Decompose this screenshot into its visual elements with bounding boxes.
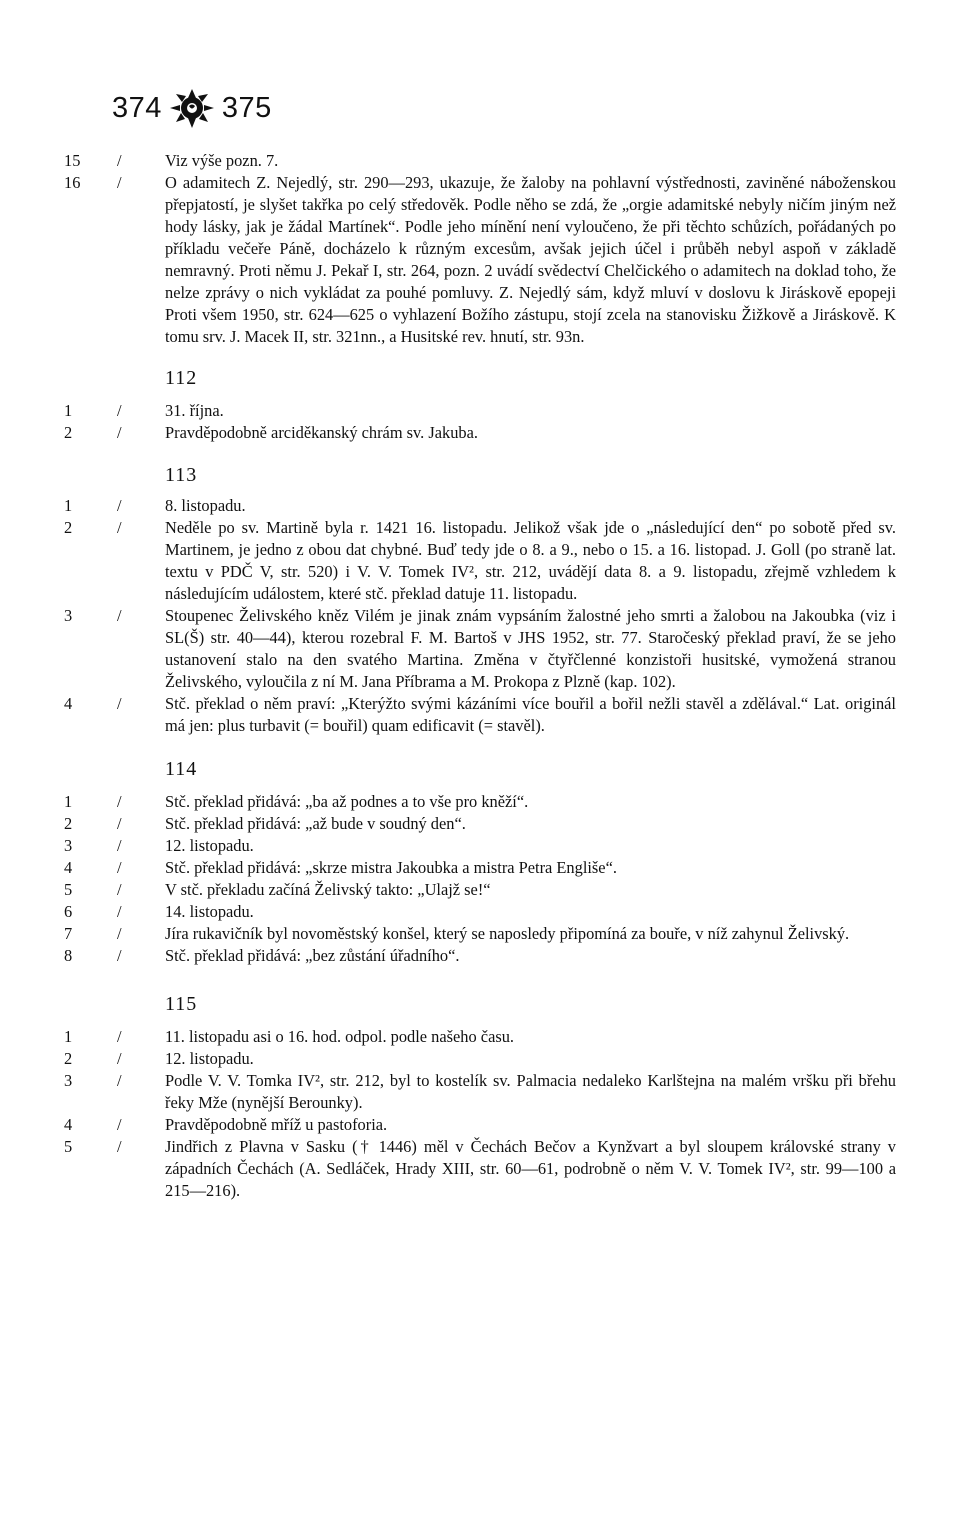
note-text: Stoupenec Želivského kněz Vilém je jinak znám vypsáním žalostné jeho smrti a žalobou na Jakoubka (viz i SL(Š) str. 40—44), kterou rozebral F. M. Bartoš v JHS 1952, str. 77. Staročeský překlad praví, že se jeho ustanovení stalo na den svatého Martina. Změna v čtyřčlenné konzistoři husitské, vymožená stranou Želivského, vyloučila z ní M. Jana Příbrama a M. Prokopa z Plzně (kap. 102). — [165, 606, 896, 691]
note-text: 12. listopadu. — [165, 836, 254, 855]
note-separator: / — [117, 902, 122, 921]
note-number: 3 — [64, 606, 73, 625]
note-text: Pravděpodobně mříž u pastoforia. — [165, 1115, 388, 1134]
note-item — [0, 172, 960, 348]
note-separator: / — [117, 1049, 122, 1068]
note-item — [0, 791, 960, 813]
note-number: 3 — [64, 1071, 73, 1090]
note-number: 5 — [64, 880, 73, 899]
note-item — [0, 945, 960, 967]
note-text: Stč. překlad o něm praví: „Kterýžto svými kázáními více bouřil a bořil nežli stavěl a zdělával.“ Lat. originál má jen: plus turbavit (= bouřil) quam edificavit (= stavěl). — [165, 694, 896, 735]
note-item — [0, 1026, 960, 1048]
note-separator: / — [117, 836, 122, 855]
note-item — [0, 150, 960, 172]
note-item — [0, 835, 960, 857]
note-separator: / — [117, 151, 122, 170]
note-separator: / — [117, 880, 122, 899]
note-text: Neděle po sv. Martině byla r. 1421 16. listopadu. Jelikož však jde o „následující den“ po sobotě před sv. Martinem, je jedno z obou dat chybné. Buď tedy jde o 8. a 9., nebo o 15. a 16. listopad. J. Goll (po straně lat. textu v PDČ V, str. 520) i V. V. Tomek IV², str. 212, uvádějí data 8. a 9. listopadu, zřejmě vzhledem k následujícím událostem, které stč. překlad datuje 11. listopadu. — [165, 518, 896, 603]
note-number: 7 — [64, 924, 73, 943]
note-item — [0, 813, 960, 835]
note-text: Stč. překlad přidává: „skrze mistra Jakoubka a mistra Petra Engliše“. — [165, 858, 617, 877]
note-separator: / — [117, 1027, 122, 1046]
section-number: 113 — [165, 464, 198, 486]
note-separator: / — [117, 1137, 122, 1156]
note-number: 8 — [64, 946, 73, 965]
note-number: 16 — [64, 173, 81, 192]
note-item — [0, 495, 960, 517]
section-number: 114 — [165, 758, 198, 780]
note-item — [0, 422, 960, 444]
note-item — [0, 1070, 960, 1114]
note-item — [0, 901, 960, 923]
note-separator: / — [117, 792, 122, 811]
note-separator: / — [117, 173, 122, 192]
section-number: 112 — [165, 367, 198, 389]
notes-content — [0, 150, 960, 1202]
note-number: 6 — [64, 902, 73, 921]
note-separator: / — [117, 814, 122, 833]
note-text: 14. listopadu. — [165, 902, 254, 921]
note-separator: / — [117, 496, 122, 515]
note-separator: / — [117, 423, 122, 442]
note-item — [0, 605, 960, 693]
note-text: 8. listopadu. — [165, 496, 246, 515]
right-page-number: 375 — [221, 91, 272, 124]
note-item — [0, 857, 960, 879]
note-item — [0, 693, 960, 737]
note-item — [0, 923, 960, 945]
note-separator: / — [117, 518, 122, 537]
note-number: 1 — [64, 792, 73, 811]
note-number: 2 — [64, 1049, 73, 1068]
note-number: 5 — [64, 1137, 73, 1156]
note-separator: / — [117, 606, 122, 625]
note-number: 1 — [64, 1027, 73, 1046]
note-item — [0, 1136, 960, 1202]
note-text: Viz výše pozn. 7. — [165, 151, 279, 170]
note-text: 12. listopadu. — [165, 1049, 254, 1068]
note-text: Podle V. V. Tomka IV², str. 212, byl to kostelík sv. Palmacia nedaleko Karlštejna na malém vršku při břehu řeky Mže (nynější Berounky). — [165, 1071, 896, 1112]
note-text: Jindřich z Plavna v Sasku († 1446) měl v Čechách Bečov a Kynžvart a byl sloupem královské strany v západních Čechách (A. Sedláček, Hrady XIII, str. 60—61, podrobně o něm V. V. Tomek IV², str. 99—100 a 215—216). — [165, 1137, 896, 1200]
note-text: V stč. překladu začíná Želivský takto: „Ulajž se!“ — [165, 880, 491, 899]
section-number: 115 — [165, 993, 198, 1015]
note-text: Jíra rukavičník byl novoměstský konšel, který se naposledy připomíná za bouře, v níž zahynul Želivský. — [165, 924, 850, 943]
note-separator: / — [117, 694, 122, 713]
note-item — [0, 517, 960, 605]
note-item — [0, 400, 960, 422]
note-text: Stč. překlad přidává: „bez zůstání úřadního“. — [165, 946, 460, 965]
note-number: 4 — [64, 694, 73, 713]
note-item — [0, 1114, 960, 1136]
note-number: 4 — [64, 858, 73, 877]
note-text: O adamitech Z. Nejedlý, str. 290—293, ukazuje, že žaloby na pohlavní výstřednosti, zaviněné náboženskou přepjatostí, je slyšet takřka po celý středověk. Podle něho se zdá, že „orgie adamitské nebyly ničím jiným než hody lásky, jak je žádal Martínek“. Podle jeho mínění není vyloučeno, že při těchto schůzích, pořádaných po příkladu večeře Páně, docházelo k různým excesům, avšak jejich účel i průběh nebyl aspoň v základě nemravný. Proti němu J. Pekař I, str. 264, pozn. 2 uvádí svědectví Chelčického o adamitech na doklad toho, že nelze zprávy o nich vykládat za pouhé pomluvy. Z. Nejedlý sám, když mluví v doslovu k Jiráskově epopeji Proti všem 1950, str. 624—625 o vyhlazení Božího zástupu, stojí zcela na stanovisku Žižkově a Jiráskově. K tomu srv. J. Macek II, str. 321nn., a Husitské rev. hnutí, str. 93n. — [165, 173, 896, 346]
note-separator: / — [117, 1071, 122, 1090]
note-number: 2 — [64, 423, 73, 442]
note-text: Stč. překlad přidává: „až bude v soudný den“. — [165, 814, 466, 833]
note-text: 31. října. — [165, 401, 224, 420]
note-separator: / — [117, 946, 122, 965]
note-number: 1 — [64, 401, 73, 420]
note-text: Pravděpodobně arciděkanský chrám sv. Jakuba. — [165, 423, 478, 442]
note-number: 2 — [64, 518, 73, 537]
note-number: 4 — [64, 1115, 73, 1134]
note-item — [0, 879, 960, 901]
note-number: 2 — [64, 814, 73, 833]
note-number: 3 — [64, 836, 73, 855]
publisher-logo-icon — [166, 86, 218, 130]
note-separator: / — [117, 924, 122, 943]
note-separator: / — [117, 1115, 122, 1134]
note-text: Stč. překlad přidává: „ba až podnes a to vše pro kněží“. — [165, 792, 529, 811]
note-number: 15 — [64, 151, 81, 170]
page-header — [112, 88, 272, 128]
left-page-number: 374 — [112, 91, 162, 124]
note-item — [0, 1048, 960, 1070]
note-separator: / — [117, 401, 122, 420]
note-text: 11. listopadu asi o 16. hod. odpol. podle našeho času. — [165, 1027, 515, 1046]
note-number: 1 — [64, 496, 73, 515]
note-separator: / — [117, 858, 122, 877]
